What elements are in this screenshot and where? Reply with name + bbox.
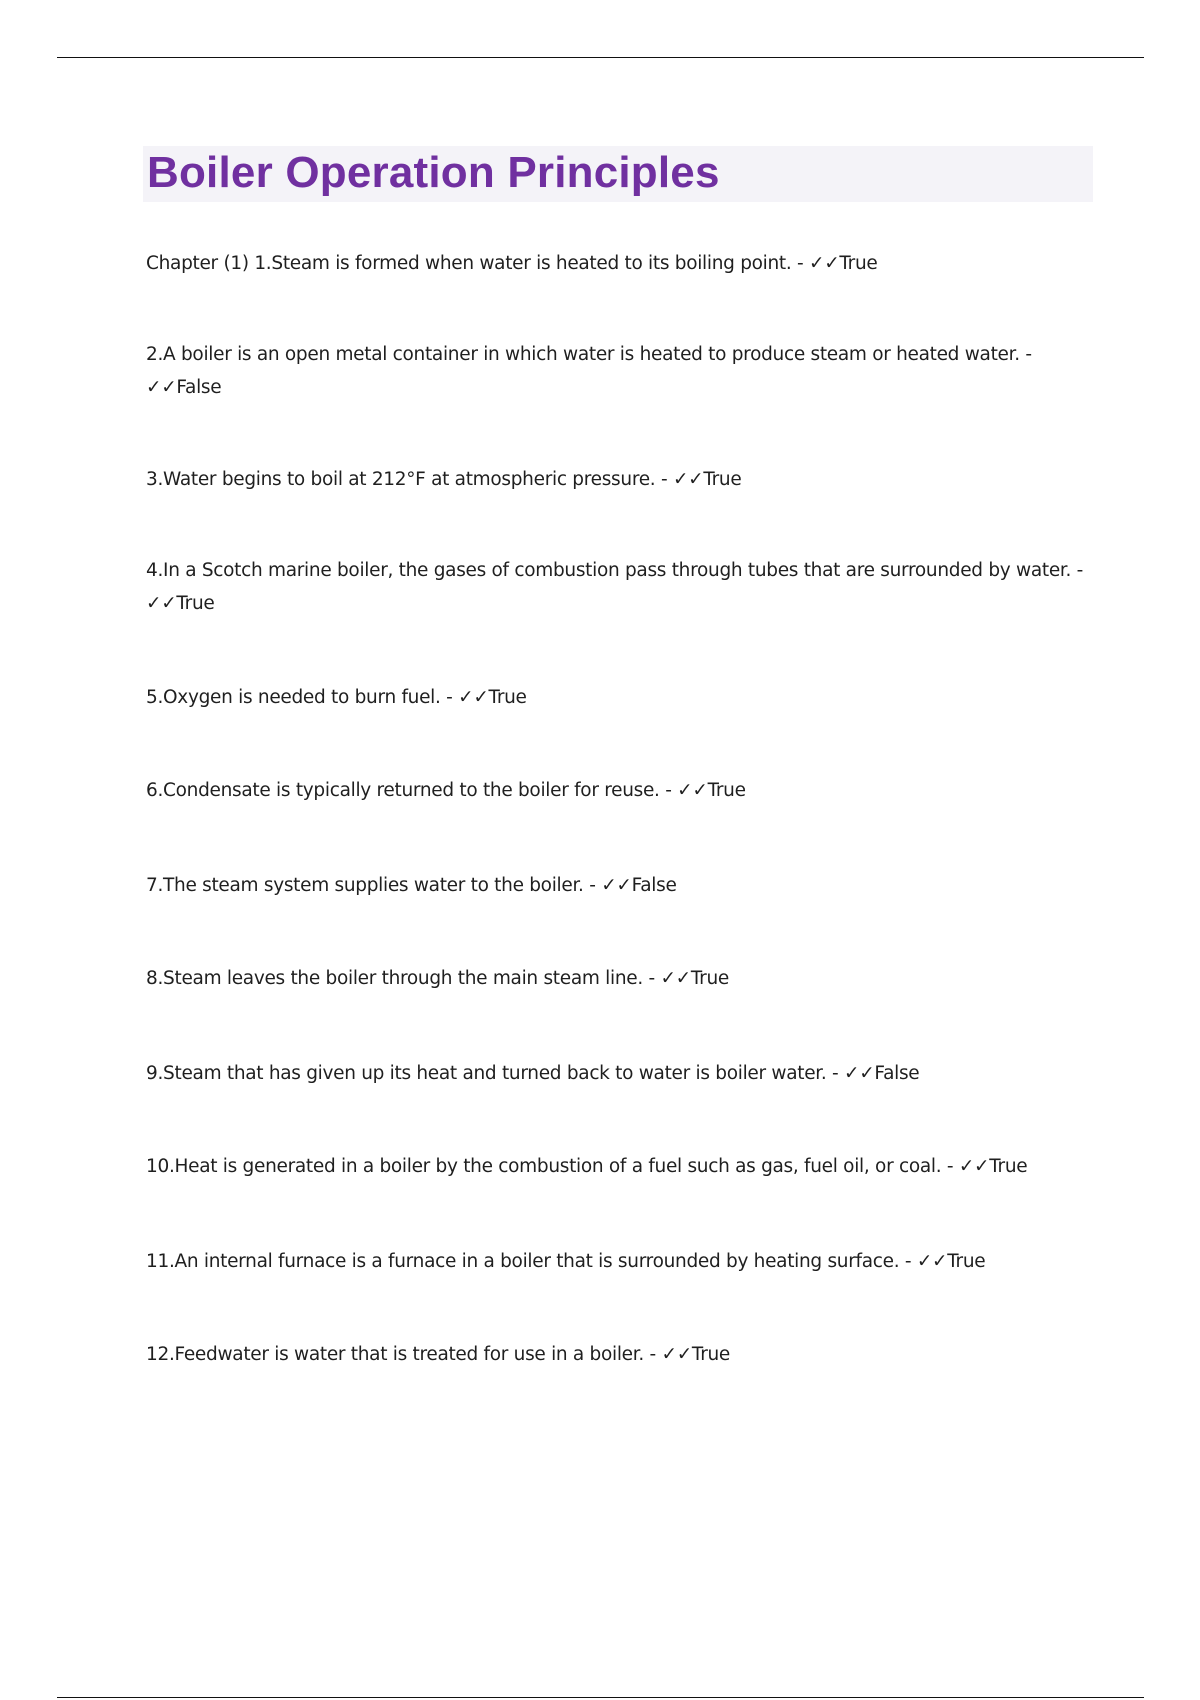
question-text: 9.Steam that has given up its heat and turned back to water is boiler water. -: [146, 1063, 839, 1084]
question-text: 7.The steam system supplies water to the boiler. -: [146, 875, 596, 896]
question-item: [146, 338, 1106, 404]
question-text: 2.A boiler is an open metal container in which water is heated to produce steam or heated water. -: [146, 344, 1032, 365]
question-item: [146, 681, 1106, 714]
question-item: [146, 1338, 1106, 1371]
question-text: 12.Feedwater is water that is treated for use in a boiler. -: [146, 1344, 656, 1365]
question-item: [146, 247, 1106, 280]
answer-text: ✓✓True: [458, 687, 527, 708]
answer-text: ✓✓False: [844, 1063, 920, 1084]
question-item: [146, 1057, 1106, 1090]
top-rule: [57, 57, 1144, 58]
question-item: [146, 463, 1106, 496]
question-text: Chapter (1) 1.Steam is formed when water is heated to its boiling point. -: [146, 253, 804, 274]
answer-text: ✓✓True: [660, 968, 729, 989]
question-text: 11.An internal furnace is a furnace in a boiler that is surrounded by heating surface. -: [146, 1251, 912, 1272]
question-text: 8.Steam leaves the boiler through the main steam line. -: [146, 968, 655, 989]
question-item: [146, 1245, 1106, 1278]
question-item: [146, 1150, 1106, 1183]
question-item: [146, 774, 1106, 807]
answer-text: ✓✓True: [661, 1344, 731, 1365]
answer-text: ✓✓False: [601, 875, 677, 896]
answer-text: ✓✓True: [146, 593, 215, 614]
question-text: 5.Oxygen is needed to burn fuel. -: [146, 687, 453, 708]
answer-text: ✓✓False: [146, 377, 222, 398]
question-text: 3.Water begins to boil at 212°F at atmospheric pressure. -: [146, 469, 668, 490]
document-title: Boiler Operation Principles: [147, 148, 720, 197]
answer-text: ✓✓True: [916, 1251, 986, 1272]
question-item: [146, 554, 1106, 620]
answer-text: ✓✓True: [809, 253, 878, 274]
answer-text: ✓✓True: [672, 469, 742, 490]
answer-text: ✓✓True: [677, 780, 746, 801]
question-text: 6.Condensate is typically returned to the boiler for reuse. -: [146, 780, 672, 801]
bottom-rule: [57, 1697, 1144, 1698]
question-text: 10.Heat is generated in a boiler by the combustion of a fuel such as gas, fuel oil, or coal. -: [146, 1156, 954, 1177]
question-item: [146, 962, 1106, 995]
question-text: 4.In a Scotch marine boiler, the gases of combustion pass through tubes that are surrounded by water. -: [146, 560, 1084, 581]
question-item: [146, 869, 1106, 902]
answer-text: ✓✓True: [958, 1156, 1028, 1177]
